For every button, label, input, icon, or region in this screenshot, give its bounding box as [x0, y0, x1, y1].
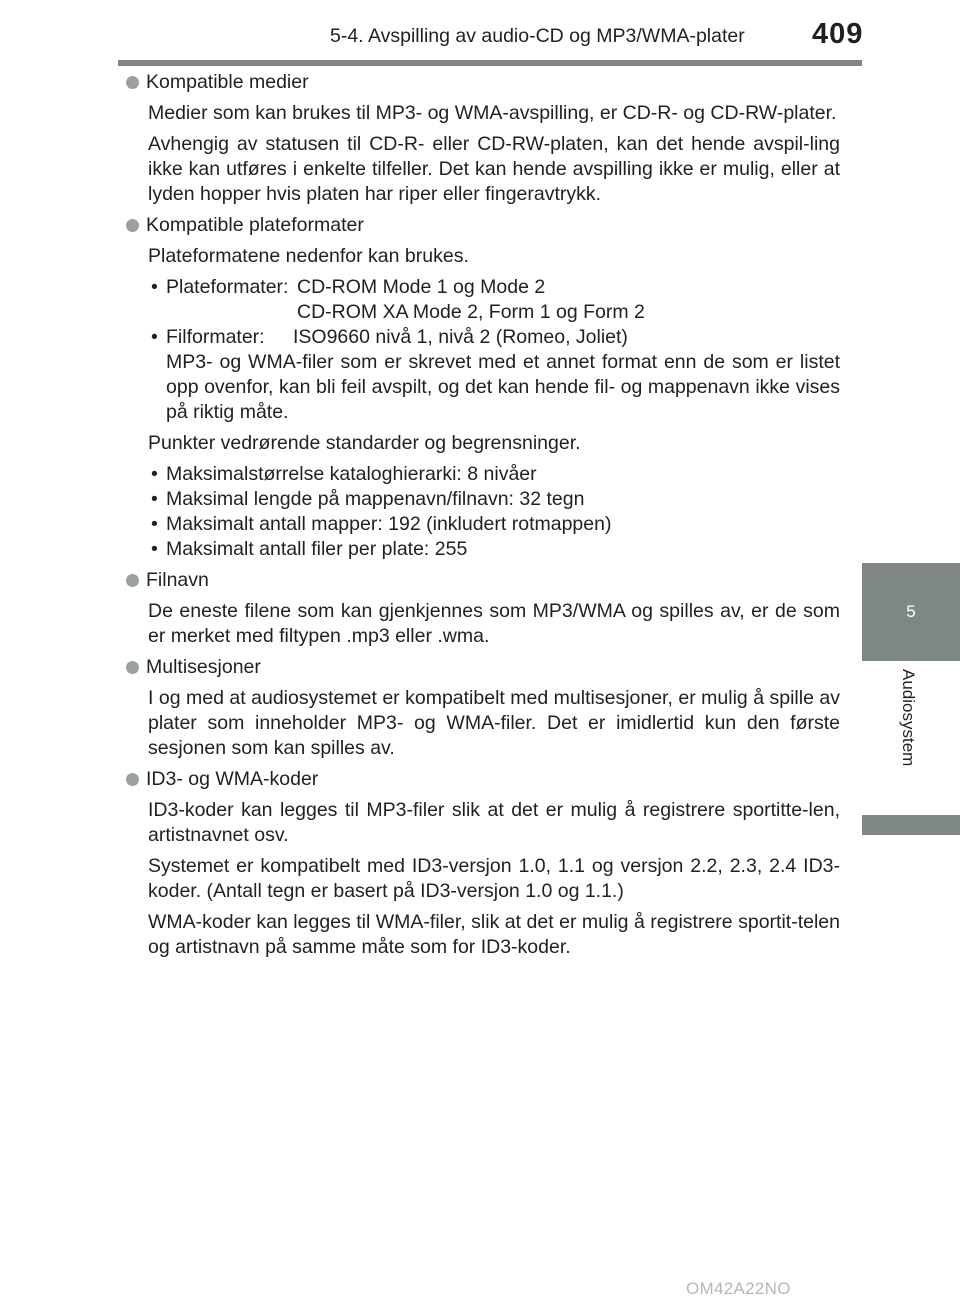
bullet-circle-icon	[126, 219, 139, 232]
format-list	[148, 275, 840, 425]
paragraph: Avhengig av statusen til CD-R- eller CD-RW-platen, kan det hende avspil-ling ikke kan utføres i enkelte tilfeller. Det kan hende avspilling ikke er mulig, eller at lyden hopper hvis platen har riper eller fingeravtrykk.	[148, 133, 840, 205]
chapter-tab-label-text: Audiosystem	[899, 669, 918, 767]
bullet-circle-icon	[126, 661, 139, 674]
list-item: • Maksimalt antall filer per plate: 255	[148, 537, 840, 562]
section-heading	[124, 213, 840, 238]
limits-list	[148, 462, 840, 562]
list-item: • Maksimalt antall mapper: 192 (inkludert rotmappen)	[148, 512, 840, 537]
section-heading-text: Kompatible medier	[146, 71, 309, 93]
format-value: ISO9660 nivå 1, nivå 2 (Romeo, Joliet)	[293, 326, 628, 348]
paragraph: I og med at audiosystemet er kompatibelt med multisesjoner, er mulig å spille av plater som inneholder MP3- og WMA-filer. Det er imidlertid kun den første sesjonen som kan spilles av.	[148, 687, 840, 759]
chapter-tab-bar	[862, 815, 960, 835]
footer-watermark: OM42A22NO	[686, 1279, 791, 1298]
chapter-tab-number: 5	[862, 563, 960, 661]
format-value: CD-ROM XA Mode 2, Form 1 og Form 2	[297, 301, 645, 323]
section-heading	[124, 655, 840, 680]
format-value: CD-ROM Mode 1 og Mode 2	[297, 276, 546, 298]
page-number: 409	[812, 18, 864, 50]
header-rule	[118, 60, 862, 66]
page-content	[124, 70, 840, 966]
page-header-title: 5-4. Avspilling av audio-CD og MP3/WMA-plater	[330, 25, 745, 47]
format-note: MP3- og WMA-filer som er skrevet med et annet format enn de som er listet opp ovenfor, kan bli feil avspilt, og det kan hende fil- og mappenavn ikke vises på riktig måte.	[166, 351, 840, 423]
paragraph: WMA-koder kan legges til WMA-filer, slik at det er mulig å registrere sportit-telen og artistnavn på samme måte som for ID3-koder.	[148, 911, 840, 958]
list-item	[148, 325, 840, 425]
chapter-tab-label	[862, 661, 960, 815]
bullet-circle-icon	[126, 76, 139, 89]
format-label: Filformater:	[166, 326, 265, 348]
section-heading-text: Multisesjoner	[146, 656, 261, 678]
section-heading	[124, 767, 840, 792]
section-heading	[124, 568, 840, 593]
list-item: • Maksimalstørrelse kataloghierarki: 8 nivåer	[148, 462, 840, 487]
list-item	[148, 275, 840, 325]
paragraph: Systemet er kompatibelt med ID3-versjon 1.0, 1.1 og versjon 2.2, 2.3, 2.4 ID3-koder. (Antall tegn er basert på ID3-versjon 1.0 og 1.1.)	[148, 855, 840, 902]
section-heading	[124, 70, 840, 95]
section-heading-text: Kompatible plateformater	[146, 214, 364, 236]
paragraph: Punkter vedrørende standarder og begrensninger.	[148, 432, 581, 454]
paragraph: Medier som kan brukes til MP3- og WMA-avspilling, er CD-R- og CD-RW-plater.	[148, 102, 837, 124]
paragraph: ID3-koder kan legges til MP3-filer slik at det er mulig å registrere sportitte-len, artistnavnet osv.	[148, 799, 840, 846]
paragraph: De eneste filene som kan gjenkjennes som MP3/WMA og spilles av, er de som er merket med filtypen .mp3 eller .wma.	[148, 600, 840, 647]
paragraph: Plateformatene nedenfor kan brukes.	[148, 245, 469, 267]
bullet-circle-icon	[126, 773, 139, 786]
bullet-circle-icon	[126, 574, 139, 587]
section-heading-text: ID3- og WMA-koder	[146, 768, 319, 790]
section-heading-text: Filnavn	[146, 569, 209, 591]
format-label: Plateformater:	[166, 276, 289, 298]
list-item: • Maksimal lengde på mappenavn/filnavn: 32 tegn	[148, 487, 840, 512]
